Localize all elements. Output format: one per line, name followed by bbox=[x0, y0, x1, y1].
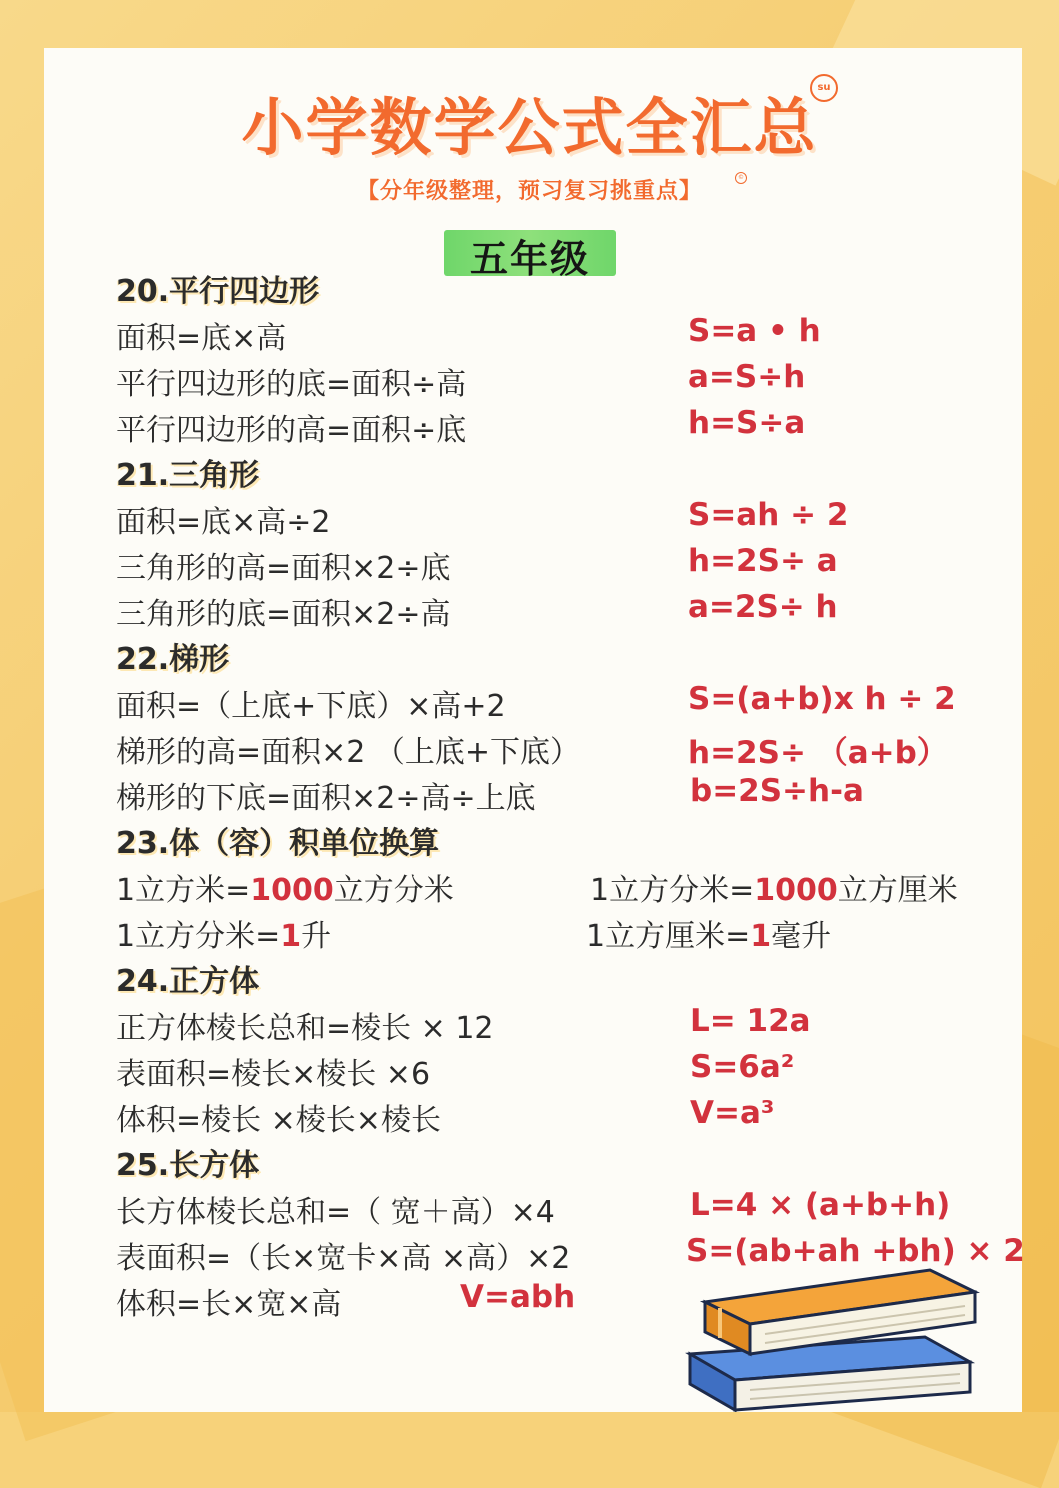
unit-text: 立方厘米 bbox=[837, 873, 958, 908]
unit-conversion bbox=[590, 865, 958, 909]
unit-text: 1立方分米= bbox=[116, 919, 281, 954]
unit-text: 升 bbox=[301, 919, 332, 954]
formula-text: 正方体棱长总和=棱长 × 12 bbox=[116, 1011, 494, 1046]
formula-text: 平行四边形的底=面积÷高 bbox=[116, 367, 467, 402]
unit-number: 1 bbox=[280, 919, 302, 954]
page-subtitle: 【分年级整理，预习复习挑重点】 bbox=[356, 179, 702, 204]
formula-expression: a=2S÷ h bbox=[688, 589, 838, 625]
formula-expression: h=S÷a bbox=[688, 405, 806, 441]
formula-text: 长方体棱长总和=（ 宽＋高）×4 bbox=[116, 1195, 555, 1230]
unit-text: 1立方米= bbox=[116, 873, 251, 908]
formula-text: 体积=棱长 ×棱长×棱长 bbox=[116, 1103, 441, 1138]
formula-text: 三角形的底=面积×2÷高 bbox=[116, 597, 451, 632]
unit-text: 1立方厘米= bbox=[586, 919, 751, 954]
unit-text: 1立方分米= bbox=[590, 873, 755, 908]
unit-text: 毫升 bbox=[771, 919, 832, 954]
formula-expression: L=4 × (a+b+h) bbox=[690, 1187, 951, 1223]
formula-expression: V=abh bbox=[460, 1279, 576, 1315]
formula-text: 平行四边形的高=面积÷底 bbox=[116, 413, 467, 448]
formula-text: 梯形的下底=面积×2÷高÷上底 bbox=[116, 781, 536, 816]
formula-text: 面积=底×高 bbox=[116, 321, 287, 356]
section-heading: 20.平行四边形 bbox=[116, 274, 320, 309]
page-title: 小学数学公式全汇总 bbox=[241, 91, 818, 164]
grade-label: 五年级 bbox=[469, 237, 590, 281]
section-heading: 21.三角形 bbox=[116, 458, 260, 493]
unit-conversion bbox=[116, 911, 331, 955]
unit-number: 1000 bbox=[250, 873, 334, 908]
formula-expression: S=ah ÷ 2 bbox=[688, 497, 849, 533]
section-heading: 24.正方体 bbox=[116, 964, 260, 999]
section-heading: 23.体（容）积单位换算 bbox=[116, 826, 440, 861]
formula-expression: a=S÷h bbox=[688, 359, 806, 395]
formula-text: 表面积=棱长×棱长 ×6 bbox=[116, 1057, 431, 1092]
formula-expression: b=2S÷h-a bbox=[690, 773, 864, 809]
formula-text: 三角形的高=面积×2÷底 bbox=[116, 551, 451, 586]
section-heading: 22.梯形 bbox=[116, 642, 230, 677]
section-heading: 25.长方体 bbox=[116, 1148, 260, 1183]
formula-expression: h=2S÷ a bbox=[688, 543, 838, 579]
formula-expression: S=a • h bbox=[688, 313, 821, 349]
formula-text: 体积=长×宽×高 bbox=[116, 1287, 342, 1322]
unit-conversion bbox=[116, 865, 454, 909]
books-icon bbox=[680, 1262, 980, 1412]
formula-expression: V=a³ bbox=[690, 1095, 775, 1131]
formula-text: 面积=（上底+下底）×高+2 bbox=[116, 689, 506, 724]
formula-text: 梯形的高=面积×2 （上底+下底） bbox=[116, 735, 581, 770]
unit-number: 1 bbox=[750, 919, 772, 954]
unit-text: 立方分米 bbox=[333, 873, 454, 908]
unit-conversion bbox=[586, 911, 831, 955]
formula-text: 表面积=（长×宽卡×高 ×高）×2 bbox=[116, 1241, 571, 1276]
formula-expression: S=(ab+ah +bh) × 2 bbox=[686, 1233, 1025, 1269]
formula-expression: S=6a² bbox=[690, 1049, 795, 1085]
trademark-icon: su bbox=[810, 74, 838, 102]
formula-text: 面积=底×高÷2 bbox=[116, 505, 331, 540]
formula-expression: L= 12a bbox=[690, 1003, 811, 1039]
formula-expression: S=(a+b)x h ÷ 2 bbox=[688, 681, 956, 717]
unit-number: 1000 bbox=[754, 873, 838, 908]
copyright-icon: © bbox=[735, 172, 747, 184]
formula-expression: h=2S÷ （a+b） bbox=[688, 735, 948, 771]
